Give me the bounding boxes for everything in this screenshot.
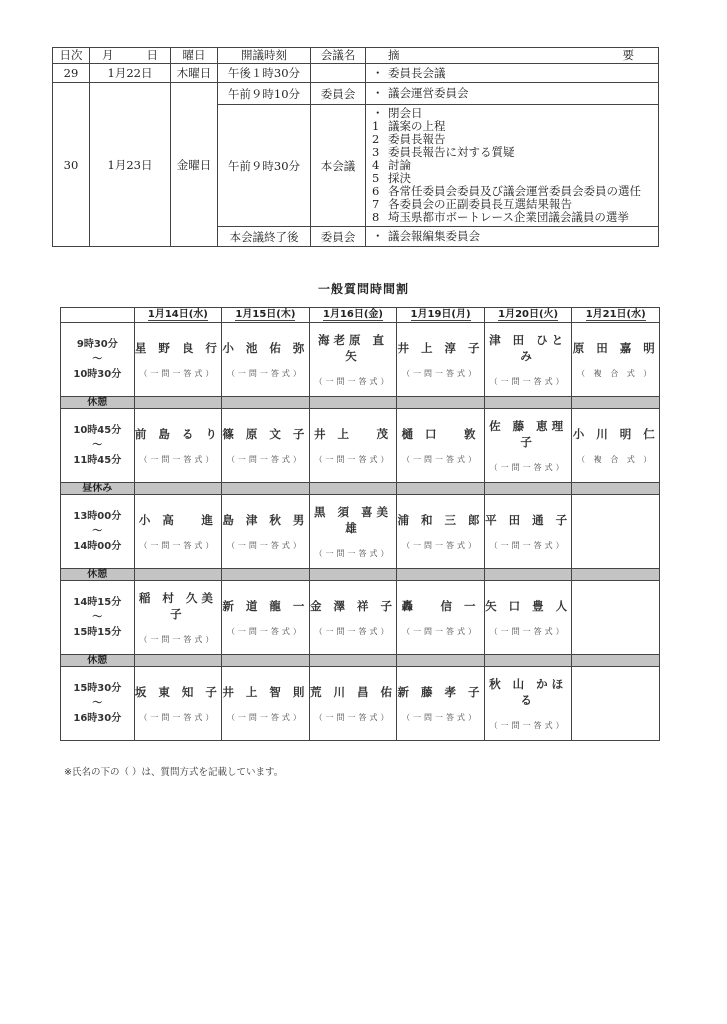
session-day: 30 bbox=[53, 83, 90, 247]
header-weekday: 曜日 bbox=[171, 48, 218, 64]
break-label: 休憩 bbox=[61, 655, 135, 667]
break-label: 休憩 bbox=[61, 397, 135, 409]
summary-text: 討論 bbox=[388, 158, 411, 172]
question-style: （一問一答式） bbox=[226, 713, 304, 722]
day-label: 1月14日(水) bbox=[147, 309, 208, 320]
break-cell bbox=[309, 483, 397, 495]
summary-num: 8 bbox=[372, 210, 380, 224]
summary-num: 7 bbox=[372, 197, 380, 211]
question-style: （一問一答式） bbox=[139, 369, 217, 378]
header-date-day: 日 bbox=[146, 48, 158, 62]
question-style: （一問一答式） bbox=[489, 627, 567, 636]
question-style: （一問一答式） bbox=[314, 377, 392, 386]
day-header bbox=[484, 308, 572, 323]
questioner-name: 海老原 直 矢 bbox=[317, 333, 388, 363]
questioner-name: 樋 口 敦 bbox=[401, 427, 480, 441]
questioner-name: 小 高 進 bbox=[138, 513, 217, 527]
summary-line bbox=[372, 211, 654, 224]
summary-text: 議会運営委員会 bbox=[388, 86, 469, 100]
day-header-row bbox=[61, 308, 660, 323]
question-style: （一問一答式） bbox=[139, 455, 217, 464]
questioner-cell bbox=[222, 409, 310, 483]
break-cell bbox=[484, 655, 572, 667]
break-cell bbox=[134, 397, 222, 409]
question-style: （一問一答式） bbox=[489, 541, 567, 550]
summary-text: 採決 bbox=[388, 171, 411, 185]
corner-cell bbox=[61, 308, 135, 323]
questioner-name: 矢 口 豊 人 bbox=[485, 599, 572, 613]
slot-end: 16時30分 bbox=[73, 713, 122, 724]
summary-text: 埼玉県都市ボートレース企業団議会議員の選挙 bbox=[388, 210, 629, 224]
question-style: （一問一答式） bbox=[402, 627, 480, 636]
questioner-name: 小 池 佑 弥 bbox=[222, 341, 309, 355]
day-label: 1月21日(水) bbox=[585, 309, 646, 320]
summary-num: ・ bbox=[372, 65, 384, 80]
time-slot bbox=[61, 323, 135, 397]
questioner-cell bbox=[309, 323, 397, 397]
time-slot-row bbox=[61, 323, 660, 397]
break-cell bbox=[309, 397, 397, 409]
session-row bbox=[53, 83, 659, 105]
header-month: 月 bbox=[102, 48, 114, 62]
summary-line bbox=[372, 67, 654, 80]
break-row bbox=[61, 397, 660, 409]
slot-end: 14時00分 bbox=[73, 541, 122, 552]
break-cell bbox=[572, 569, 660, 581]
summary-num: 1 bbox=[372, 119, 380, 133]
break-cell bbox=[484, 397, 572, 409]
questioner-cell bbox=[572, 409, 660, 483]
question-style: （一問一答式） bbox=[314, 713, 392, 722]
questioner-cell bbox=[309, 581, 397, 655]
questioner-cell bbox=[484, 667, 572, 741]
questioner-name: 轟 信 一 bbox=[401, 599, 480, 613]
questioner-name: 新 藤 孝 子 bbox=[397, 685, 484, 699]
summary-line bbox=[372, 230, 654, 243]
question-style: （一問一答式） bbox=[314, 627, 392, 636]
break-cell bbox=[309, 569, 397, 581]
questioner-cell bbox=[134, 667, 222, 741]
question-style: （ 複 合 式 ） bbox=[577, 369, 655, 378]
break-cell bbox=[397, 569, 485, 581]
time-slot-row bbox=[61, 581, 660, 655]
break-cell bbox=[572, 397, 660, 409]
session-day: 29 bbox=[53, 64, 90, 83]
summary-num: ・ bbox=[372, 106, 384, 120]
summary-text: 議会報編集委員会 bbox=[388, 229, 480, 243]
questioner-name: 黒 須 喜美雄 bbox=[313, 505, 392, 535]
time-slot bbox=[61, 409, 135, 483]
day-header bbox=[397, 308, 485, 323]
question-style: （一問一答式） bbox=[402, 455, 480, 464]
empty-cell bbox=[572, 667, 660, 741]
questioner-name: 島 津 秋 男 bbox=[222, 513, 309, 527]
break-cell bbox=[134, 483, 222, 495]
summary-line bbox=[372, 87, 654, 100]
questioner-cell bbox=[134, 323, 222, 397]
summary-text: 議案の上程 bbox=[388, 119, 446, 133]
header-time: 開議時刻 bbox=[218, 48, 311, 64]
slot-end: 11時45分 bbox=[73, 455, 122, 466]
questioner-name: 佐 藤 恵理子 bbox=[489, 419, 568, 449]
summary-text: 委員長報告 bbox=[388, 132, 446, 146]
break-row bbox=[61, 569, 660, 581]
questioner-name: 前 島 る り bbox=[134, 427, 221, 441]
question-style: （一問一答式） bbox=[139, 713, 217, 722]
schedule-title: 一般質問時間割 bbox=[317, 282, 409, 296]
header-meeting: 会議名 bbox=[311, 48, 366, 64]
break-row bbox=[61, 483, 660, 495]
questioner-cell bbox=[484, 581, 572, 655]
slot-separator: ～ bbox=[92, 698, 103, 709]
question-style: （一問一答式） bbox=[139, 635, 217, 644]
break-cell bbox=[572, 655, 660, 667]
day-label: 1月15日(木) bbox=[235, 309, 296, 320]
slot-end: 10時30分 bbox=[73, 369, 122, 380]
header-day: 日次 bbox=[53, 48, 90, 64]
slot-separator: ～ bbox=[92, 440, 103, 451]
questioner-cell bbox=[572, 323, 660, 397]
day-label: 1月16日(金) bbox=[322, 309, 383, 320]
day-header bbox=[309, 308, 397, 323]
questioner-cell bbox=[397, 409, 485, 483]
questioner-name: 浦 和 三 郎 bbox=[397, 513, 484, 527]
summary-num: 4 bbox=[372, 158, 380, 172]
session-summary bbox=[366, 105, 659, 227]
time-slot bbox=[61, 581, 135, 655]
session-summary bbox=[366, 64, 659, 83]
question-style: （一問一答式） bbox=[402, 713, 480, 722]
break-cell bbox=[222, 397, 310, 409]
questioner-name: 秋 山 かほる bbox=[489, 677, 568, 707]
question-style: （一問一答式） bbox=[226, 627, 304, 636]
question-style: （一問一答式） bbox=[489, 463, 567, 472]
slot-end: 15時15分 bbox=[73, 627, 122, 638]
time-slot bbox=[61, 495, 135, 569]
time-slot-row bbox=[61, 495, 660, 569]
header-summary bbox=[366, 48, 659, 64]
questioner-cell bbox=[222, 495, 310, 569]
question-style: （一問一答式） bbox=[226, 541, 304, 550]
question-style: （一問一答式） bbox=[489, 377, 567, 386]
question-style: （一問一答式） bbox=[226, 369, 304, 378]
break-cell bbox=[572, 483, 660, 495]
break-cell bbox=[397, 397, 485, 409]
questioner-cell bbox=[309, 495, 397, 569]
break-cell bbox=[484, 569, 572, 581]
summary-text: 各委員会の正副委員長互選結果報告 bbox=[388, 197, 572, 211]
slot-start: 10時45分 bbox=[73, 425, 122, 436]
questioner-cell bbox=[134, 409, 222, 483]
break-cell bbox=[484, 483, 572, 495]
session-date: 1月22日 bbox=[90, 64, 171, 83]
break-cell bbox=[134, 569, 222, 581]
slot-start: 14時15分 bbox=[73, 597, 122, 608]
question-style: （一問一答式） bbox=[314, 549, 392, 558]
questioner-cell bbox=[222, 667, 310, 741]
question-style: （ 複 合 式 ） bbox=[577, 455, 655, 464]
summary-num: 3 bbox=[372, 145, 380, 159]
break-cell bbox=[222, 569, 310, 581]
break-cell bbox=[134, 655, 222, 667]
empty-cell bbox=[572, 581, 660, 655]
question-style: （一問一答式） bbox=[226, 455, 304, 464]
questioner-cell bbox=[134, 495, 222, 569]
slot-separator: ～ bbox=[92, 612, 103, 623]
questioner-cell bbox=[397, 323, 485, 397]
session-time: 午前９時10分 bbox=[218, 83, 311, 105]
questioner-name: 星 野 良 行 bbox=[134, 341, 221, 355]
summary-text: 委員長会議 bbox=[388, 65, 446, 80]
question-style: （一問一答式） bbox=[314, 455, 392, 464]
session-meeting bbox=[311, 64, 366, 83]
time-slot-row bbox=[61, 667, 660, 741]
day-header bbox=[222, 308, 310, 323]
session-time: 午後１時30分 bbox=[218, 64, 311, 83]
header-summary-left: 摘 bbox=[388, 48, 400, 62]
questioner-cell bbox=[222, 581, 310, 655]
break-label: 昼休み bbox=[61, 483, 135, 495]
slot-start: 15時30分 bbox=[73, 683, 122, 694]
day-label: 1月19日(月) bbox=[410, 309, 471, 320]
summary-text: 委員長報告に対する質疑 bbox=[388, 145, 515, 159]
summary-text: 閉会日 bbox=[388, 106, 423, 120]
questioner-cell bbox=[309, 409, 397, 483]
break-cell bbox=[397, 655, 485, 667]
session-header-row bbox=[53, 48, 659, 64]
empty-cell bbox=[572, 495, 660, 569]
questioner-cell bbox=[484, 323, 572, 397]
questioner-cell bbox=[397, 667, 485, 741]
summary-text: 各常任委員会委員及び議会運営委員会委員の選任 bbox=[388, 184, 641, 198]
questioner-name: 井 上 淳 子 bbox=[397, 341, 484, 355]
break-cell bbox=[309, 655, 397, 667]
header-summary-right: 要 bbox=[622, 48, 634, 62]
break-row bbox=[61, 655, 660, 667]
questioner-name: 荒 川 昌 佑 bbox=[309, 685, 396, 699]
break-cell bbox=[397, 483, 485, 495]
questioner-cell bbox=[222, 323, 310, 397]
summary-line bbox=[372, 146, 654, 159]
questioner-name: 新 道 龍 一 bbox=[222, 599, 309, 613]
questioner-name: 原 田 嘉 明 bbox=[572, 341, 659, 355]
slot-separator: ～ bbox=[92, 526, 103, 537]
questioner-name: 井 上 茂 bbox=[313, 427, 392, 441]
break-label: 休憩 bbox=[61, 569, 135, 581]
header-date bbox=[90, 48, 171, 64]
slot-separator: ～ bbox=[92, 354, 103, 365]
day-label: 1月20日(火) bbox=[498, 309, 559, 320]
day-header bbox=[572, 308, 660, 323]
questioner-name: 金 澤 祥 子 bbox=[309, 599, 396, 613]
session-time: 午前９時30分 bbox=[218, 105, 311, 227]
questioner-cell bbox=[309, 667, 397, 741]
questioner-cell bbox=[397, 495, 485, 569]
session-row bbox=[53, 64, 659, 83]
break-cell bbox=[222, 655, 310, 667]
question-style: （一問一答式） bbox=[489, 721, 567, 730]
session-weekday: 木曜日 bbox=[171, 64, 218, 83]
questioner-name: 津 田 ひとみ bbox=[489, 333, 568, 363]
day-header bbox=[134, 308, 222, 323]
session-summary bbox=[366, 227, 659, 247]
summary-num: 5 bbox=[372, 171, 380, 185]
session-schedule-table bbox=[52, 47, 659, 247]
question-style: （一問一答式） bbox=[402, 369, 480, 378]
question-style: （一問一答式） bbox=[402, 541, 480, 550]
session-meeting: 委員会 bbox=[311, 227, 366, 247]
general-question-schedule-table bbox=[60, 307, 660, 741]
summary-num: 6 bbox=[372, 184, 380, 198]
questioner-cell bbox=[134, 581, 222, 655]
summary-num: 2 bbox=[372, 132, 380, 146]
footnote: ※氏名の下の（ ）は、質問方式を記載しています。 bbox=[64, 767, 284, 778]
session-date: 1月23日 bbox=[90, 83, 171, 247]
questioner-name: 井 上 智 則 bbox=[222, 685, 309, 699]
time-slot bbox=[61, 667, 135, 741]
time-slot-row bbox=[61, 409, 660, 483]
slot-start: 9時30分 bbox=[76, 339, 118, 350]
session-meeting: 本会議 bbox=[311, 105, 366, 227]
session-summary bbox=[366, 83, 659, 105]
questioner-cell bbox=[484, 495, 572, 569]
summary-line bbox=[372, 159, 654, 172]
break-cell bbox=[222, 483, 310, 495]
questioner-name: 篠 原 文 子 bbox=[222, 427, 309, 441]
questioner-name: 平 田 通 子 bbox=[485, 513, 572, 527]
summary-num: ・ bbox=[372, 229, 384, 243]
question-style: （一問一答式） bbox=[139, 541, 217, 550]
questioner-cell bbox=[397, 581, 485, 655]
questioner-name: 坂 東 知 子 bbox=[134, 685, 221, 699]
session-meeting: 委員会 bbox=[311, 83, 366, 105]
slot-start: 13時00分 bbox=[73, 511, 122, 522]
questioner-cell bbox=[484, 409, 572, 483]
questioner-name: 小 川 明 仁 bbox=[572, 427, 659, 441]
session-weekday: 金曜日 bbox=[171, 83, 218, 247]
summary-num: ・ bbox=[372, 86, 384, 100]
session-time: 本会議終了後 bbox=[218, 227, 311, 247]
questioner-name: 稲 村 久美子 bbox=[138, 591, 217, 621]
